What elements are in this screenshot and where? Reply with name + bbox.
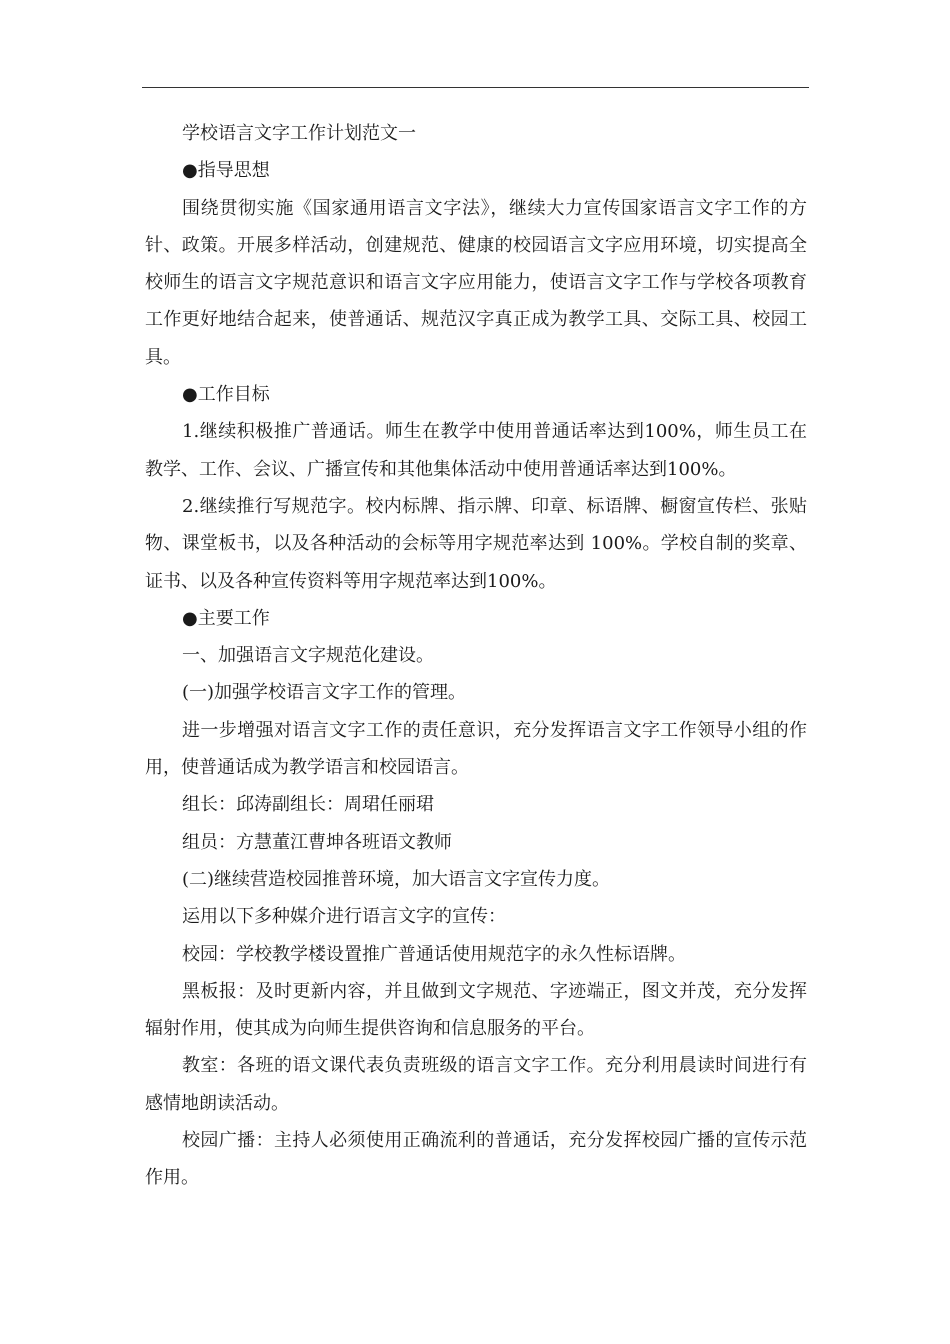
paragraph: 进一步增强对语言文字工作的责任意识，充分发挥语言文字工作领导小组的作用，使普通话成为教学语言和校园语言。	[145, 719, 807, 779]
subheading: (二)继续营造校园推普环境，加大语言文字宣传力度。	[182, 868, 611, 890]
paragraph: 围绕贯彻实施《国家通用语言文字法》，继续大力宣传国家语言文字工作的方针、政策。开展多样活动，创建规范、健康的校园语言文字应用环境，切实提高全校师生的语言文字规范意识和语言文字应用能力，使语言文字工作与学校各项教育工作更好地结合起来，使普通话、规范汉字真正成为教学工具、交际工具、校园工具。	[145, 197, 807, 368]
section-heading-guiding-ideology: ●指导思想	[182, 160, 270, 182]
section-heading-work-goals: ●工作目标	[182, 384, 270, 406]
subheading: (一)加强学校语言文字工作的管理。	[182, 682, 467, 704]
paragraph: 1.继续积极推广普通话。师生在教学中使用普通话率达到100%，师生员工在教学、工作、会议、广播宣传和其他集体活动中使用普通话率达到100%。	[145, 421, 807, 480]
paragraph: 校园：学校教学楼设置推广普通话使用规范字的永久性标语牌。	[182, 943, 686, 965]
paragraph: 2.继续推行写规范字。校内标牌、指示牌、印章、标语牌、橱窗宣传栏、张贴物、课堂板书，以及各种活动的会标等用字规范率达到 100%。学校自制的奖章、证书、以及各种宣传资料等用字规范率达到100%。	[145, 495, 807, 592]
paragraph: 教室：各班的语文课代表负责班级的语言文字工作。充分利用晨读时间进行有感情地朗读活动。	[145, 1055, 807, 1114]
paragraph: 运用以下多种媒介进行语言文字的宣传：	[182, 906, 506, 928]
section-heading-main-work: ●主要工作	[182, 607, 270, 629]
paragraph: 校园广播：主持人必须使用正确流利的普通话，充分发挥校园广播的宣传示范作用。	[145, 1130, 807, 1189]
document-body	[145, 115, 807, 1197]
paragraph: 黑板报：及时更新内容，并且做到文字规范、字迹端正，图文并茂，充分发挥辐射作用，使其成为向师生提供咨询和信息服务的平台。	[145, 980, 807, 1040]
document-title: 学校语言文字工作计划范文一	[182, 123, 416, 144]
paragraph: 组员：方慧董江曹坤各班语文教师	[182, 831, 452, 853]
header-rule	[142, 87, 809, 88]
paragraph: 组长：邱涛副组长：周珺任丽珺	[182, 794, 434, 816]
subheading: 一、加强语言文字规范化建设。	[182, 645, 434, 667]
